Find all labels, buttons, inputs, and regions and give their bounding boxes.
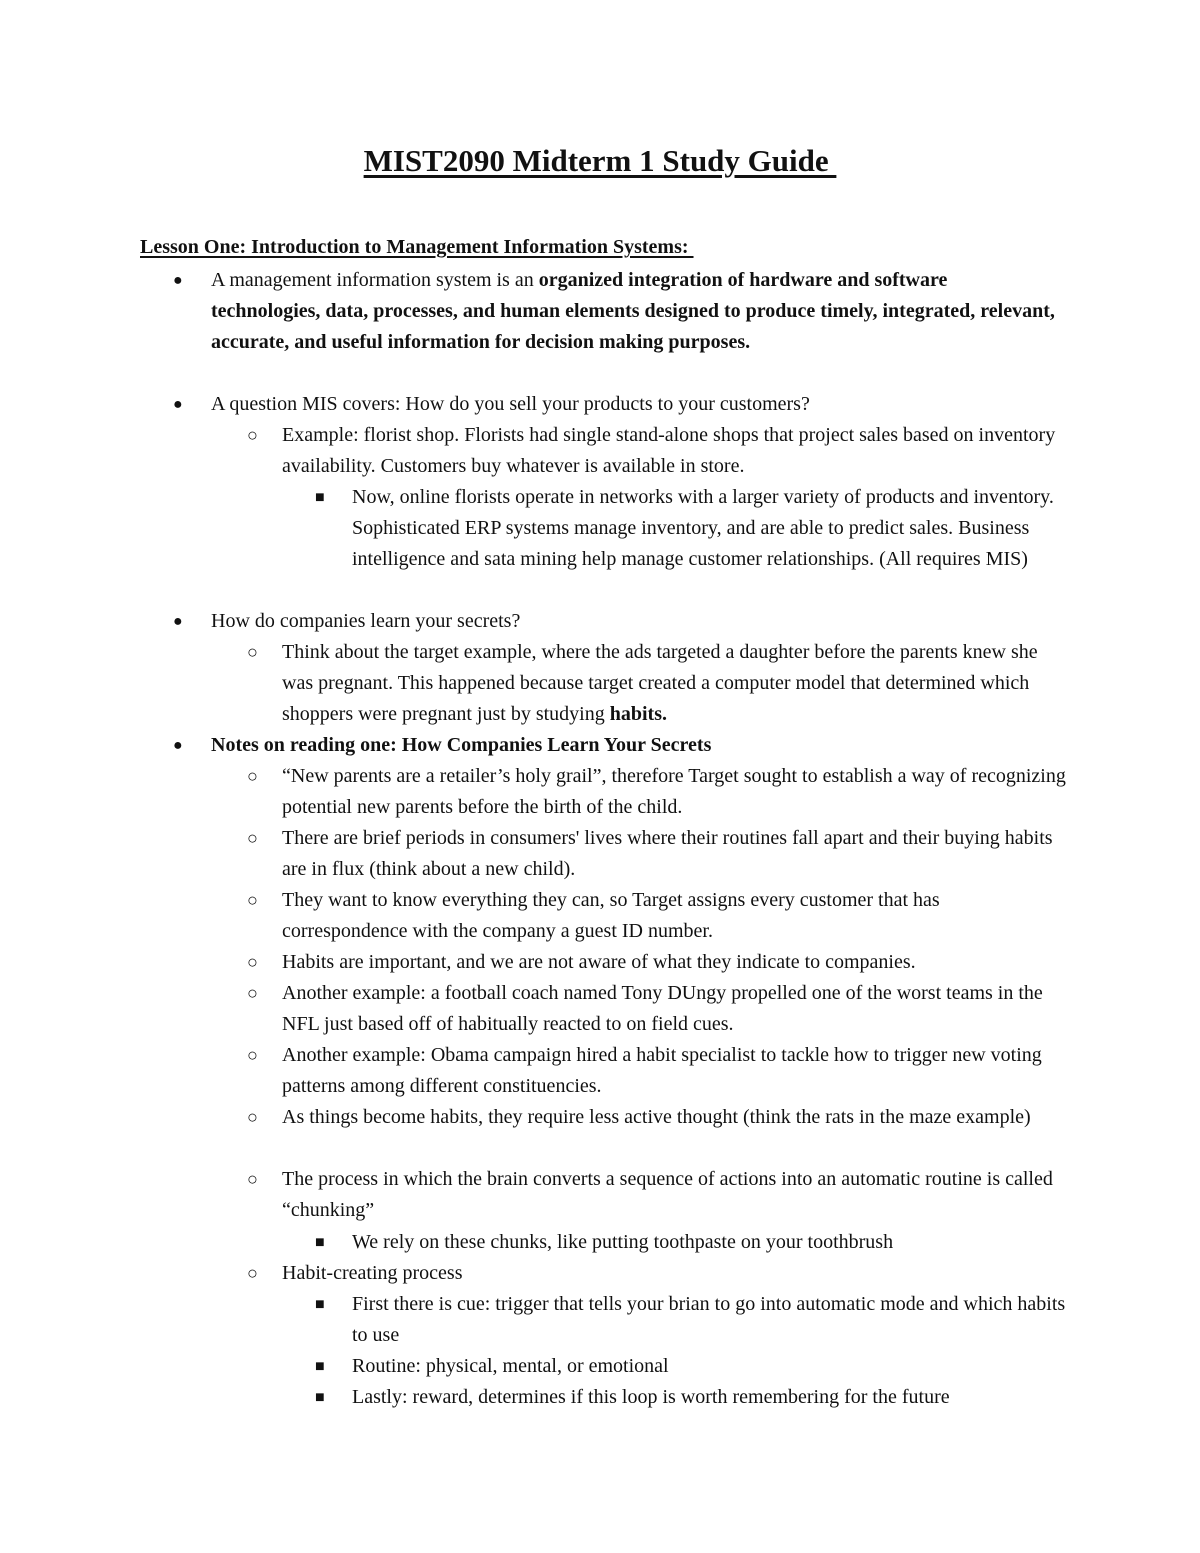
list-item [247,761,1067,823]
list-item [247,1040,1067,1102]
bullet-marker: ■ [315,1389,325,1406]
list-item [173,389,1061,420]
item-text: First there is cue: trigger that tells your brian to go into automatic mode and which habits to use [352,1293,1066,1346]
item-text: A management information system is an [211,269,539,291]
section-heading: Lesson One: Introduction to Management Information Systems: [140,236,694,258]
list-item [173,606,1061,637]
bullet-marker: ○ [247,952,258,972]
list-item [315,1382,1067,1413]
item-text: Another example: a football coach named Tony DUngy propelled one of the worst teams in the NFL just based off of habitually reacted to on field cues. [282,982,1043,1035]
item-text: Habit-creating process [282,1262,463,1284]
list-item [247,637,1067,730]
item-text: “New parents are a retailer’s holy grail”, therefore Target sought to establish a way of recognizing potential new parents before the birth of the child. [282,765,1066,818]
item-text-bold: habits. [609,703,667,725]
list-item [247,947,1067,978]
list-item [173,730,1061,761]
item-text: We rely on these chunks, like putting toothpaste on your toothbrush [352,1231,894,1253]
item-text: There are brief periods in consumers' lives where their routines fall apart and their buying habits are in flux (think about a new child). [282,827,1053,880]
item-text: They want to know everything they can, so Target assigns every customer that has correspondence with the company a guest ID number. [282,889,940,942]
item-text: Habits are important, and we are not aware of what they indicate to companies. [282,951,916,973]
list-item [247,885,1067,947]
list-item [247,823,1067,885]
bullet-marker: ■ [315,489,325,506]
item-text: Routine: physical, mental, or emotional [352,1355,669,1377]
bullet-marker: ● [173,737,183,754]
list-item [247,1164,1067,1226]
bullet-marker: ○ [247,425,258,445]
item-text: Think about the target example, where the ads targeted a daughter before the parents knew she was pregnant. This happened because target created a computer model that determined which shoppers were pregnant just by studying [282,641,1038,725]
item-text: Another example: Obama campaign hired a habit specialist to tackle how to trigger new voting patterns among different constituencies. [282,1044,1042,1097]
item-text: Lastly: reward, determines if this loop is worth remembering for the future [352,1386,950,1408]
bullet-marker: ■ [315,1358,325,1375]
bullet-marker: ○ [247,1045,258,1065]
list-item [247,978,1067,1040]
bullet-marker: ○ [247,766,258,786]
list-item [247,420,1067,482]
item-text: The process in which the brain converts a sequence of actions into an automatic routine is called “chunking” [282,1168,1053,1221]
page-title: MIST2090 Midterm 1 Study Guide [363,143,837,178]
item-text: How do companies learn your secrets? [211,610,521,632]
item-text: A question MIS covers: How do you sell your products to your customers? [211,393,810,415]
bullet-marker: ○ [247,983,258,1003]
bullet-marker: ○ [247,1169,258,1189]
bullet-marker: ● [173,272,183,289]
bullet-marker: ○ [247,1263,258,1283]
list-item [247,1258,1067,1289]
bullet-marker: ○ [247,828,258,848]
item-text: As things become habits, they require less active thought (think the rats in the maze example) [282,1106,1031,1128]
bullet-marker: ○ [247,1107,258,1127]
list-item [315,1227,1067,1258]
bullet-marker: ○ [247,890,258,910]
list-item [315,1289,1067,1351]
bullet-marker: ● [173,396,183,413]
list-item [315,1351,1067,1382]
bullet-marker: ■ [315,1234,325,1251]
list-item [315,482,1067,575]
bullet-marker: ○ [247,642,258,662]
item-text-bold: Notes on reading one: How Companies Learn Your Secrets [211,734,712,756]
list-item [247,1102,1067,1133]
list-item [173,265,1061,358]
bullet-marker: ■ [315,1296,325,1313]
bullet-marker: ● [173,613,183,630]
item-text: Now, online florists operate in networks with a larger variety of products and inventory. Sophisticated ERP systems manage inventory, and are able to predict sales. Business intelligence and sata mining help manage customer relationships. (All requires MIS) [352,486,1054,570]
item-text: Example: florist shop. Florists had single stand-alone shops that project sales based on inventory availability. Customers buy whatever is available in store. [282,424,1056,477]
item-text-bold: organized integration of hardware and software technologies, data, processes, and human elements designed to produce timely, integrated, relevant, accurate, and useful information for decision making purposes. [211,269,1055,353]
